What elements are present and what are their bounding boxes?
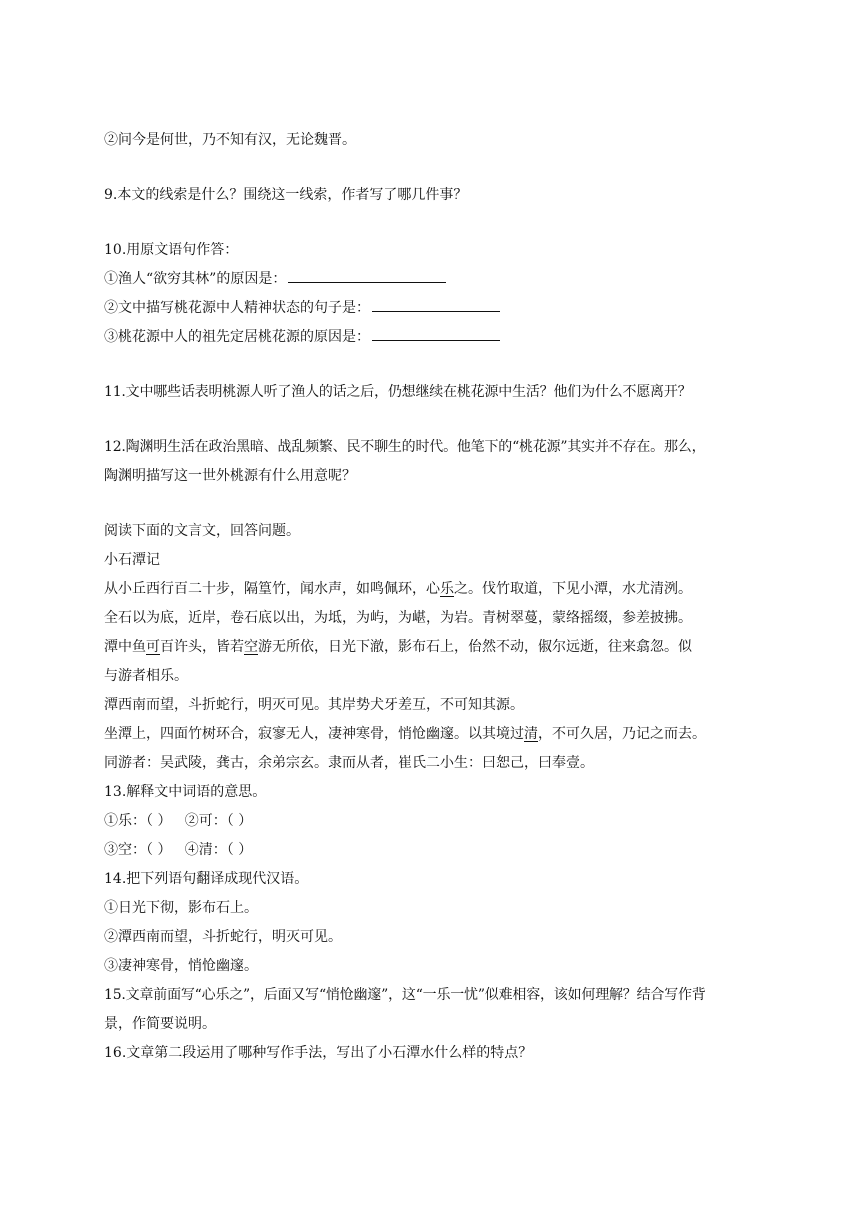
passage-text: 坐潭上，四面竹树环合，寂寥无人，凄神寒骨，悄怆幽邃。以其境过 bbox=[104, 726, 524, 742]
question-13-row-2: ③空：（ ） ④清：（ ） bbox=[104, 842, 253, 858]
passage-paragraph-3: 潭西南而望，斗折蛇行，明灭可见。其岸势犬牙差互，不可知其源。 bbox=[104, 697, 524, 713]
underlined-word: 清 bbox=[524, 726, 538, 742]
passage-text: ，不可久居，乃记之而去。 bbox=[538, 726, 706, 742]
passage-title: 小石潭记 bbox=[104, 552, 160, 568]
question-15-line-2: 景，作简要说明。 bbox=[104, 1016, 216, 1032]
passage-paragraph-5: 同游者：吴武陵，龚古，余弟宗玄。隶而从者，崔氏二小生：曰恕己，曰奉壹。 bbox=[104, 755, 594, 771]
question-13-row-1: ①乐：（ ） ②可：（ ） bbox=[104, 813, 253, 829]
underlined-word: 空 bbox=[244, 639, 258, 655]
question-14-title: 14.把下列语句翻译成现代汉语。 bbox=[104, 871, 309, 887]
question-10-item-3 bbox=[104, 323, 764, 352]
question-8-item-2: ②问今是何世，乃不知有汉，无论魏晋。 bbox=[104, 132, 356, 148]
question-10-item-3-text: ③桃花源中人的祖先定居桃花源的原因是： bbox=[104, 329, 370, 345]
reading-instruction: 阅读下面的文言文，回答问题。 bbox=[104, 523, 300, 539]
question-14-item-1: ①日光下彻，影布石上。 bbox=[104, 900, 258, 916]
passage-text: 从小丘西行百二十步，隔篁竹，闻水声，如鸣佩环，心 bbox=[104, 581, 440, 597]
question-11: 11.文中哪些话表明桃源人听了渔人的话之后，仍想继续在桃花源中生活？他们为什么不愿离开？ bbox=[104, 384, 692, 400]
passage-paragraph-2-line-2: 与游者相乐。 bbox=[104, 668, 188, 684]
question-9: 9.本文的线索是什么？围绕这一线索，作者写了哪几件事？ bbox=[104, 187, 468, 203]
question-16: 16.文章第二段运用了哪种写作手法，写出了小石潭水什么样的特点？ bbox=[104, 1045, 533, 1061]
passage-text: 潭中鱼 bbox=[104, 639, 146, 655]
passage-text: 百许头，皆若 bbox=[160, 639, 244, 655]
question-14-item-2: ②潭西南而望，斗折蛇行，明灭可见。 bbox=[104, 929, 342, 945]
passage-paragraph-1-line-2: 全石以为底，近岸，卷石底以出，为坻，为屿，为嵁，为岩。青树翠蔓，蒙络摇缀，参差披拂。 bbox=[104, 610, 692, 626]
underlined-word: 可 bbox=[146, 639, 160, 655]
passage-paragraph-4 bbox=[104, 720, 764, 749]
question-12-line-1: 12.陶渊明生活在政治黑暗、战乱频繁、民不聊生的时代。他笔下的“桃花源”其实并不存在。那么， bbox=[104, 439, 706, 455]
question-14-item-3: ③凄神寒骨，悄怆幽邃。 bbox=[104, 958, 258, 974]
answer-blank[interactable] bbox=[288, 266, 446, 283]
passage-text: 之。伐竹取道，下见小潭，水尤清洌。 bbox=[454, 581, 692, 597]
question-15-line-1: 15.文章前面写“心乐之”，后面又写“悄怆幽邃”，这“一乐一忧”似难相容，该如何理解？结合写作背 bbox=[104, 987, 706, 1003]
answer-blank[interactable] bbox=[372, 295, 500, 312]
question-10-item-1-text: ①渔人“欲穷其林”的原因是： bbox=[104, 271, 287, 287]
document-page bbox=[104, 126, 764, 1068]
underlined-word: 乐 bbox=[440, 581, 454, 597]
question-12-line-2: 陶渊明描写这一世外桃源有什么用意呢？ bbox=[104, 468, 356, 484]
question-10-title: 10.用原文语句作答： bbox=[104, 242, 239, 258]
question-10-item-1 bbox=[104, 265, 764, 294]
passage-paragraph-2-line-1 bbox=[104, 633, 764, 662]
question-10-item-2-text: ②文中描写桃花源中人精神状态的句子是： bbox=[104, 300, 370, 316]
passage-paragraph-1-line-1 bbox=[104, 575, 764, 604]
question-10-item-2 bbox=[104, 294, 764, 323]
question-13-title: 13.解释文中词语的意思。 bbox=[104, 784, 267, 800]
passage-text: 游无所依，日光下澈，影布石上，佁然不动，俶尔远逝，往来翕忽。似 bbox=[258, 639, 692, 655]
answer-blank[interactable] bbox=[372, 324, 500, 341]
